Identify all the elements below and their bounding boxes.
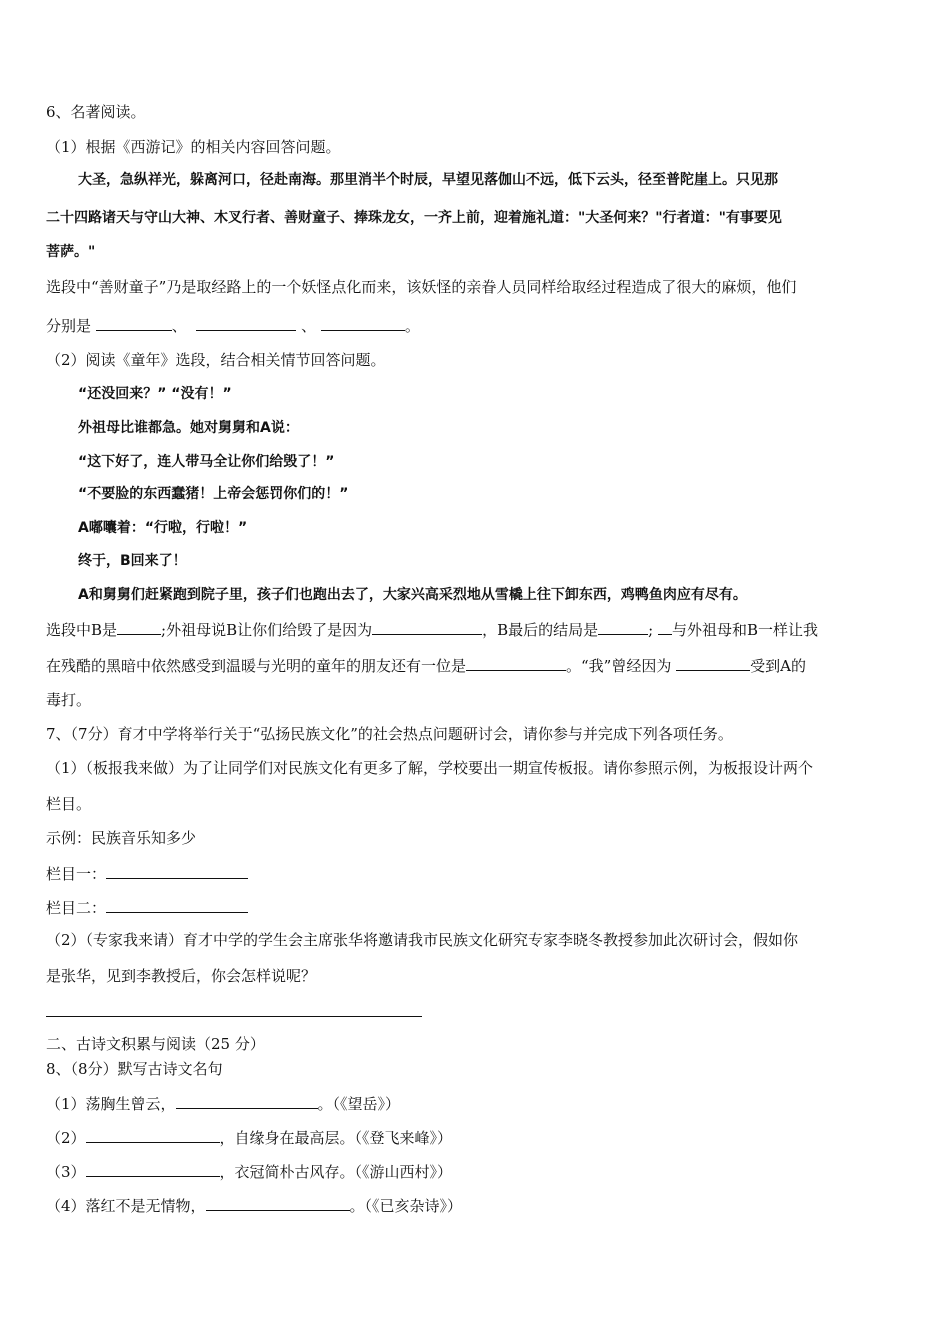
answer-blank[interactable] — [676, 654, 750, 671]
dialogue-line: A嘟囔着：“行啦，行啦！” — [78, 520, 248, 536]
q8-item: （2） ，自缘身在最高层。（《登飞来峰》） — [46, 1126, 452, 1148]
answer-line[interactable] — [46, 1016, 422, 1017]
answer-blank[interactable] — [117, 618, 161, 635]
answer-blank[interactable] — [196, 314, 296, 331]
dialogue-line: A和舅舅们赶紧跑到院子里，孩子们也跑出去了，大家兴高采烈地从雪橇上往下卸东西，鸡鸭鱼肉应有尽有。 — [78, 587, 747, 603]
answer-blank[interactable] — [176, 1092, 318, 1109]
answer-blank[interactable] — [106, 862, 248, 879]
passage-line: 菩萨。" — [46, 244, 96, 260]
q6-part1-prompt: （1）根据《西游记》的相关内容回答问题。 — [46, 138, 341, 156]
dialogue-line: “还没回来？” “没有！” — [78, 386, 232, 402]
dialogue-line: “这下好了，连人带马全让你们给毁了！” — [78, 454, 335, 470]
answer-blank[interactable] — [372, 618, 482, 635]
answer-blank[interactable] — [598, 618, 648, 635]
q6-part2-prompt: （2）阅读《童年》选段，结合相关情节回答问题。 — [46, 351, 386, 369]
q8-item: （1）荡胸生曾云， 。（《望岳》） — [46, 1092, 400, 1114]
answer-blank[interactable] — [86, 1160, 220, 1177]
answer-blank[interactable] — [466, 654, 566, 671]
q7-title: 7、（7分）育才中学将举行关于“弘扬民族文化”的社会热点问题研讨会，请你参与并完成下列各项任务。 — [46, 725, 733, 743]
answer-blank[interactable] — [96, 314, 172, 331]
section-title: 二、古诗文积累与阅读（25 分） — [46, 1035, 265, 1053]
q6-question-line: 选段中“善财童子”乃是取经路上的一个妖怪点化而来，该妖怪的亲眷人员同样给取经过程造成了很大的麻烦，他们 — [46, 278, 797, 296]
dialogue-line: 终于，B回来了！ — [78, 553, 187, 569]
q7-column-2: 栏目二： — [46, 896, 248, 918]
q6-fill-line: 毒打。 — [46, 691, 92, 709]
q7-part2-line: 是张华，见到李教授后，你会怎样说呢？ — [46, 967, 317, 985]
answer-blank[interactable] — [86, 1126, 220, 1143]
q7-example: 示例：民族音乐知多少 — [46, 829, 197, 847]
q7-part1-line: （1）（板报我来做）为了让同学们对民族文化有更多了解，学校要出一期宣传板报。请你参照示例，为板报设计两个 — [46, 759, 814, 777]
q7-part2-line: （2）（专家我来请）育才中学的学生会主席张华将邀请我市民族文化研究专家李晓冬教授参加此次研讨会，假如你 — [46, 931, 799, 949]
q8-item: （4）落红不是无情物， 。（《已亥杂诗》） — [46, 1194, 462, 1216]
q7-part1-line: 栏目。 — [46, 795, 92, 813]
q6-fill-line: 在残酷的黑暗中依然感受到温暖与光明的童年的朋友还有一位是 。“我”曾经因为 受到A的 — [46, 654, 806, 676]
dialogue-line: “不要脸的东西蠢猪！上帝会惩罚你们的！” — [78, 486, 349, 502]
q6-title: 6、名著阅读。 — [46, 103, 146, 121]
q6-fill-line: 选段中B是 ;外祖母说B让你们给毁了是因为 ，B最后的结局是 ; 与外祖母和B一样让我 — [46, 618, 818, 640]
passage-line: 大圣，急纵祥光，躲离河口，径赴南海。那里消半个时辰，早望见落伽山不远，低下云头，径至普陀崖上。只见那 — [78, 172, 778, 188]
answer-blank[interactable] — [321, 314, 405, 331]
q6-answer-line: 分别是 、 、 。 — [46, 314, 420, 336]
answer-blank[interactable] — [658, 618, 672, 635]
q7-column-1: 栏目一： — [46, 862, 248, 884]
answer-blank[interactable] — [206, 1194, 350, 1211]
q8-item: （3） ，衣冠简朴古风存。（《游山西村》） — [46, 1160, 452, 1182]
answer-blank[interactable] — [106, 896, 248, 913]
dialogue-line: 外祖母比谁都急。她对舅舅和A说： — [78, 420, 299, 436]
passage-line: 二十四路诸天与守山大神、木叉行者、善财童子、捧珠龙女，一齐上前，迎着施礼道："大圣何来？"行者道："有事要见 — [46, 210, 782, 226]
q8-title: 8、（8分）默写古诗文名句 — [46, 1060, 223, 1078]
